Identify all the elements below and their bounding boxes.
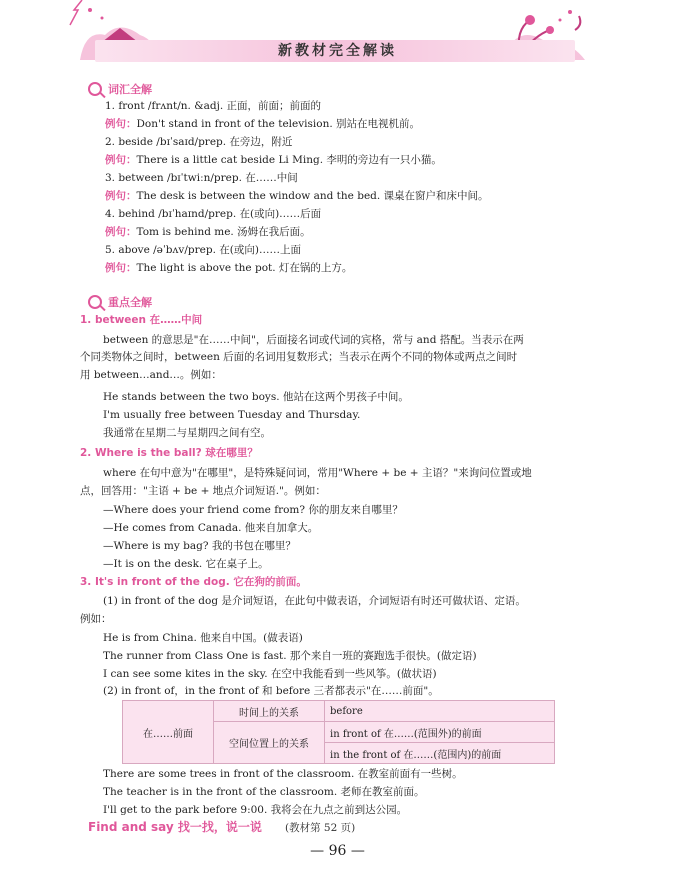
page-number: — 96 — [310, 843, 365, 859]
text-line [103, 390, 409, 404]
text-line [103, 667, 437, 681]
table-cell: in the front of 在……(范围内)的前面 [325, 743, 555, 764]
example-label: 例句： [105, 118, 137, 130]
table-cell: 空间位置上的关系 [214, 722, 325, 764]
line-text: 例如： [80, 613, 112, 625]
key-point-title [80, 446, 258, 460]
text-line [80, 484, 326, 498]
line-text: 5. above /əˈbʌv/prep. 在(或向)……上面 [105, 244, 301, 256]
line-text: I'm usually free between Tuesday and Thursday. [103, 409, 361, 421]
example-label: 例句： [105, 262, 137, 274]
line-text: between 的意思是"在……中间"，后面接名词或代词的宾格，常与 and 搭配。当表示在两 [103, 334, 524, 346]
line-text: There are some trees in front of the classroom. 在教室前面有一些树。 [103, 768, 463, 780]
text-line [103, 426, 271, 440]
line-text: 我通常在星期二与星期四之间有空。 [103, 427, 271, 439]
text-line [103, 684, 439, 698]
text-line [80, 612, 112, 626]
text-line [103, 408, 360, 422]
line-text: —He comes from Canada. 他来自加拿大。 [103, 522, 319, 534]
line-text: 1. front /frʌnt/n. &adj. 正面，前面；前面的 [105, 100, 321, 112]
line-text: He is from China. 他来自中国。(做表语) [103, 632, 303, 644]
text-line [103, 649, 477, 663]
text-line [105, 117, 420, 131]
line-text: 用 between…and…。例如： [80, 369, 222, 381]
text-line [103, 785, 425, 799]
example-label: 例句： [105, 190, 137, 202]
text-line [105, 189, 489, 203]
text-line [103, 333, 524, 347]
line-text: Don't stand in front of the television. 别站在电视机前。 [136, 118, 421, 130]
line-text: I can see some kites in the sky. 在空中我能看到一些风筝。(做状语) [103, 668, 437, 680]
point-heading: 1. between 在……中间 [80, 314, 203, 326]
line-text: The teacher is in the front of the classroom. 老师在教室前面。 [103, 786, 425, 798]
line-text: —It is on the desk. 它在桌子上。 [103, 558, 269, 570]
text-line [103, 521, 318, 535]
line-text: —Where is my bag? 我的书包在哪里？ [103, 540, 296, 552]
example-label: 例句： [105, 154, 137, 166]
line-text: 2. beside /bɪˈsaɪd/prep. 在旁边，附近 [105, 136, 293, 148]
key-point-title [80, 575, 307, 589]
line-text: The light is above the pot. 灯在锅的上方。 [136, 262, 353, 274]
section-title: 词汇全解 [108, 83, 152, 96]
text-line [103, 631, 303, 645]
line-text: 个同类物体之间时，between 后面的名词用复数形式；当表示在两个不同的物体或两点之间时 [80, 351, 518, 363]
line-text: The desk is between the window and the bed. 课桌在窗户和床中间。 [136, 190, 489, 202]
text-line [105, 135, 292, 149]
line-text: where 在句中意为"在哪里"，是特殊疑问词，常用"Where + be + 主语？"来询问位置或地 [103, 467, 532, 479]
text-line [105, 243, 301, 257]
line-text: (1) in front of the dog 是介词短语，在此句中做表语，介词短语有时还可做状语、定语。 [103, 595, 526, 607]
table-cell: 时间上的关系 [214, 701, 325, 722]
line-text: —Where does your friend come from? 你的朋友来自哪里？ [103, 504, 403, 516]
magnifier-icon [88, 295, 102, 309]
text-line [103, 503, 403, 517]
section-vocabulary [88, 80, 152, 98]
table-cell: before [325, 701, 555, 722]
text-line [105, 153, 442, 167]
footer-title: Find and say 找一找，说一说 [88, 820, 262, 834]
page-header [0, 0, 675, 70]
text-line [105, 99, 321, 113]
line-text: 4. behind /bɪˈhaɪnd/prep. 在(或向)……后面 [105, 208, 322, 220]
point-heading: 3. It's in front of the dog. 它在狗的前面。 [80, 576, 307, 588]
footer-ref: (教材第 52 页) [285, 822, 356, 834]
section-key-points [88, 293, 152, 311]
text-line [103, 539, 296, 553]
table-cell: in front of 在……(范围外)的前面 [325, 722, 555, 743]
point-heading: 2. Where is the ball? 球在哪里？ [80, 447, 258, 459]
text-line [80, 350, 517, 364]
magnifier-icon [88, 82, 102, 96]
text-line [105, 225, 311, 239]
line-text: (2) in front of，in the front of 和 before 三者都表示"在……前面"。 [103, 685, 439, 697]
line-text: I'll get to the park before 9:00. 我将会在九点之前到达公园。 [103, 804, 408, 816]
section-title: 重点全解 [108, 296, 152, 309]
comparison-table [122, 700, 555, 764]
text-line [103, 557, 269, 571]
text-line [80, 368, 222, 382]
example-label: 例句： [105, 226, 137, 238]
table-head: 在……前面 [123, 701, 214, 764]
line-text: 3. between /bɪˈtwiːn/prep. 在……中间 [105, 172, 298, 184]
text-line [105, 171, 298, 185]
text-line [103, 803, 407, 817]
line-text: 点，回答用："主语 + be + 地点介词短语."。例如： [80, 485, 326, 497]
text-line [103, 767, 463, 781]
header-title: 新教材完全解读 [278, 43, 397, 59]
text-line [103, 466, 532, 480]
text-line [105, 261, 352, 275]
line-text: There is a little cat beside Li Ming. 李明的旁边有一只小猫。 [136, 154, 442, 166]
line-text: The runner from Class One is fast. 那个来自一班的赛跑选手很快。(做定语) [103, 650, 477, 662]
line-text: Tom is behind me. 汤姆在我后面。 [136, 226, 311, 238]
key-point-title [80, 313, 202, 327]
text-line [105, 207, 321, 221]
line-text: He stands between the two boys. 他站在这两个男孩子中间。 [103, 391, 409, 403]
text-line [103, 594, 526, 608]
